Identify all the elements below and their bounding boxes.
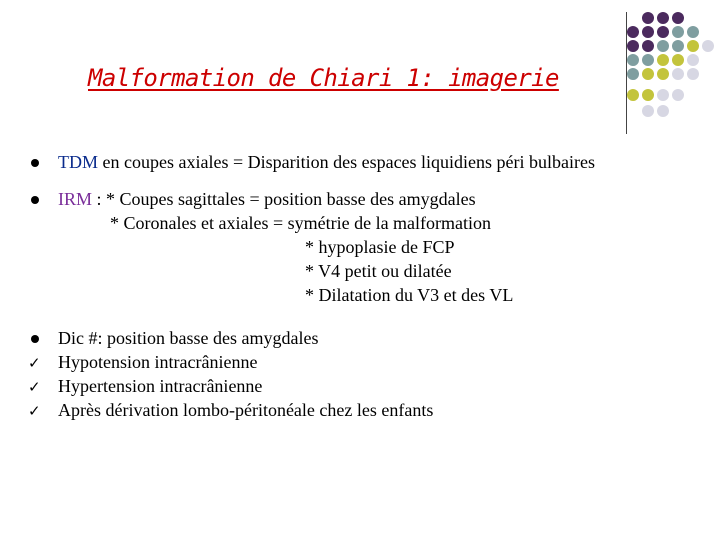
dic-text: Dic #: position basse des amygdales [58,328,319,348]
irm-keyword: IRM [58,189,93,209]
irm-sub-line: * Coronales et axiales = symétrie de la malformation [110,213,492,233]
slide-title: Malformation de Chiari 1: imagerie [88,64,559,92]
check-icon: ✓ [28,354,41,372]
irm-sub-line: * V4 petit ou dilatée [305,261,452,281]
bullet-dot [31,335,39,343]
tdm-keyword: TDM [58,152,98,172]
check-icon: ✓ [28,378,41,396]
check-text: Hypertension intracrânienne [58,376,263,396]
bullet-dot [31,159,39,167]
irm-text: : * Coupes sagittales = position basse des amygdales [92,189,476,209]
bullet-dot [31,196,39,204]
irm-sub-line: * Dilatation du V3 et des VL [305,285,514,305]
check-icon: ✓ [28,402,41,420]
irm-sub-line: * hypoplasie de FCP [305,237,455,257]
divider-line [626,12,627,134]
tdm-text: en coupes axiales = Disparition des espaces liquidiens péri bulbaires [98,152,596,172]
check-text: Hypotension intracrânienne [58,352,258,372]
check-text: Après dérivation lombo-péritonéale chez les enfants [58,400,434,420]
